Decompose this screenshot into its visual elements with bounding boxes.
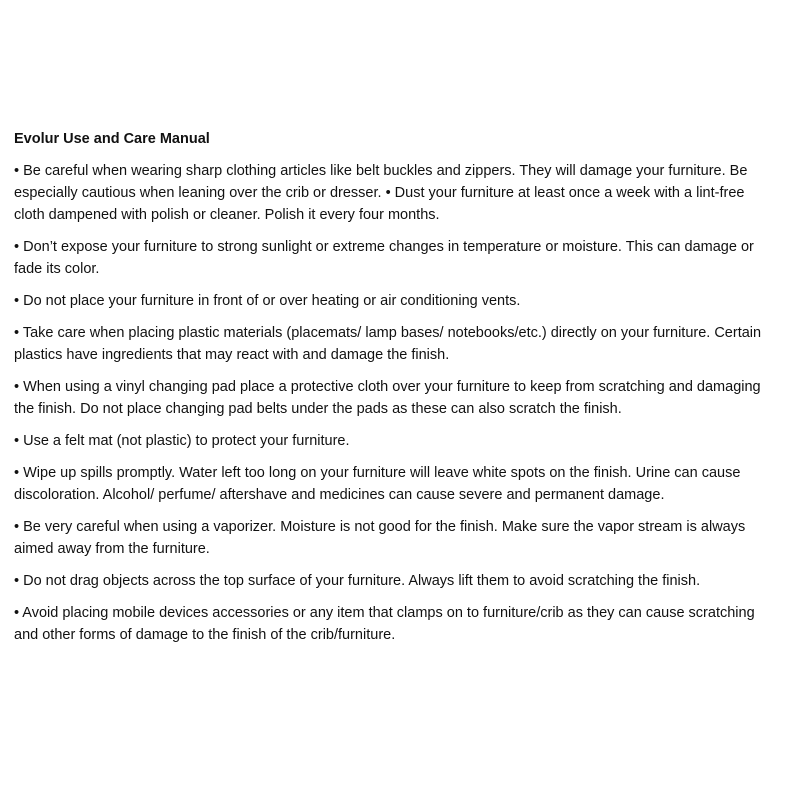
care-item-2: • Don’t expose your furniture to strong sunlight or extreme changes in temperature or moisture. This can damage or fade its color. [14,239,754,277]
care-item-5: • When using a vinyl changing pad place a protective cloth over your furniture to keep from scratching and damaging the finish. Do not place changing pad belts under the pads as these can also scratch the finish. [14,379,761,417]
care-item-4: • Take care when placing plastic materials (placemats/ lamp bases/ notebooks/etc.) directly on your furniture. Certain plastics have ingredients that may react with and damage the finish. [14,325,762,363]
care-item-10: • Avoid placing mobile devices accessories or any item that clamps on to furniture/crib as they can cause scratching and other forms of damage to the finish of the crib/furniture. [14,605,755,643]
care-item-9: • Do not drag objects across the top surface of your furniture. Always lift them to avoid scratching the finish. [14,573,701,589]
care-item-1: • Be careful when wearing sharp clothing articles like belt buckles and zippers. They will damage your furniture. Be especially cautious when leaning over the crib or dresser. • Dust your furniture at least once a week with a lint-free cloth dampened with polish or cleaner. Polish it every four months. [14,163,748,223]
document-title: Evolur Use and Care Manual [14,131,210,147]
care-item-6: • Use a felt mat (not plastic) to protect your furniture. [14,433,350,449]
care-item-7: • Wipe up spills promptly. Water left too long on your furniture will leave white spots on the finish. Urine can cause discoloration. Alcohol/ perfume/ aftershave and medicines can cause severe and permanent damage. [14,465,741,503]
care-item-3: • Do not place your furniture in front of or over heating or air conditioning vents. [14,293,521,309]
care-manual-document [14,128,774,656]
care-item-8: • Be very careful when using a vaporizer. Moisture is not good for the finish. Make sure the vapor stream is always aimed away from the furniture. [14,519,746,557]
